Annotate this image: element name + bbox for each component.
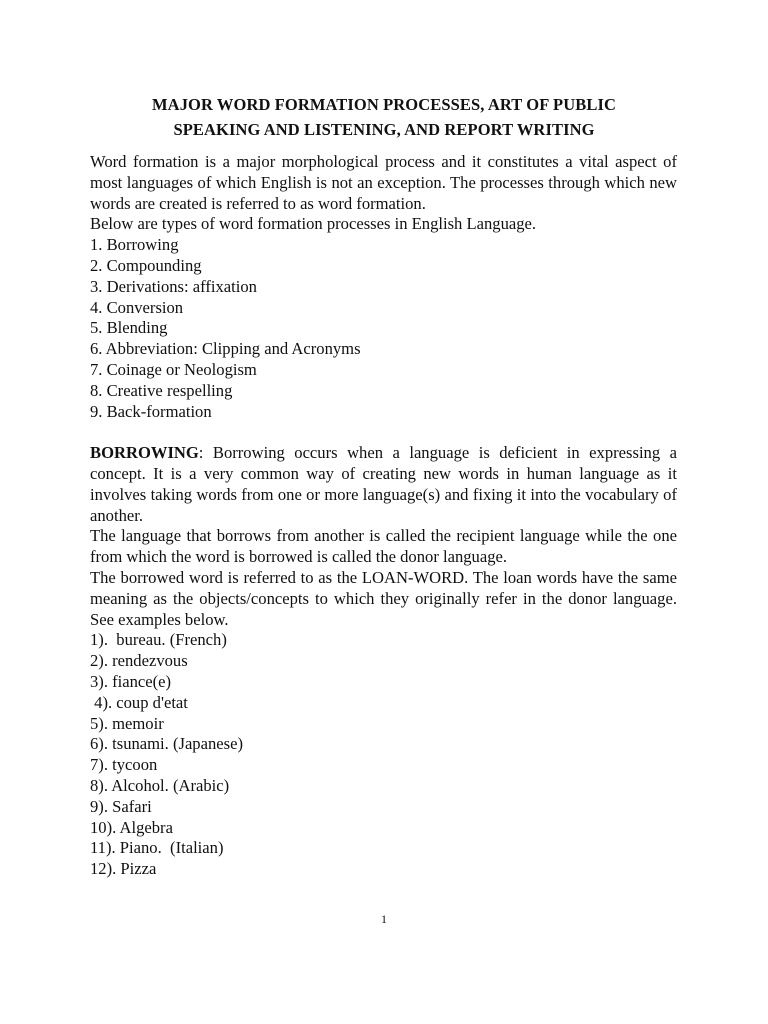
example-item: 3). fiance(e) [90,671,172,691]
borrowing-heading: BORROWING [90,443,199,463]
borrowing-paragraph [90,443,677,526]
list-intro: Below are types of word formation processes in English Language. [90,214,537,234]
recipient-donor-paragraph: The language that borrows from another is called the recipient language while the one from which the word is borrowed is called the donor language. [90,526,677,567]
process-item: 2. Compounding [90,255,202,275]
title-line-2: SPEAKING AND LISTENING, AND REPORT WRITING [173,120,595,139]
intro-paragraph: Word formation is a major morphological process and it constitutes a vital aspect of most languages of which English is not an exception. The processes through which new words are created is referred to as word formation. [90,152,677,213]
process-item: 4. Conversion [90,297,184,317]
section-gap [90,422,677,443]
example-item: 6). tsunami. (Japanese) [90,734,243,754]
process-list [90,235,677,422]
example-item: 11). Piano. (Italian) [90,838,224,858]
process-item: 9. Back-formation [90,401,212,421]
process-item: 5. Blending [90,318,168,338]
example-item: 1). bureau. (French) [90,630,227,650]
process-item: 8. Creative respelling [90,380,233,400]
document-title [0,92,768,142]
example-item: 12). Pizza [90,859,157,879]
process-item: 3. Derivations: affixation [90,276,257,296]
borrowing-text: : Borrowing occurs when a language is deficient in expressing a concept. It is a very common way of creating new words in human language as it involves taking words from one or more language(s) and fixing it into the vocabulary of another. [90,443,677,525]
example-item: 2). rendezvous [90,651,188,671]
process-item: 1. Borrowing [90,235,179,255]
examples-list [90,630,677,880]
page-number: 1 [381,912,387,926]
title-line-1: MAJOR WORD FORMATION PROCESSES, ART OF PUBLIC [152,95,616,114]
process-item: 7. Coinage or Neologism [90,359,257,379]
example-item: 5). memoir [90,713,164,733]
process-item: 6. Abbreviation: Clipping and Acronyms [90,339,361,359]
loan-word-paragraph: The borrowed word is referred to as the LOAN-WORD. The loan words have the same meaning as the objects/concepts to which they originally refer in the donor language. See examples below. [90,567,677,629]
example-item: 9). Safari [90,796,152,816]
example-item: 7). tycoon [90,755,158,775]
example-item: 4). coup d'etat [90,692,188,712]
document-body [90,152,677,880]
example-item: 8). Alcohol. (Arabic) [90,775,230,795]
example-item: 10). Algebra [90,817,173,837]
